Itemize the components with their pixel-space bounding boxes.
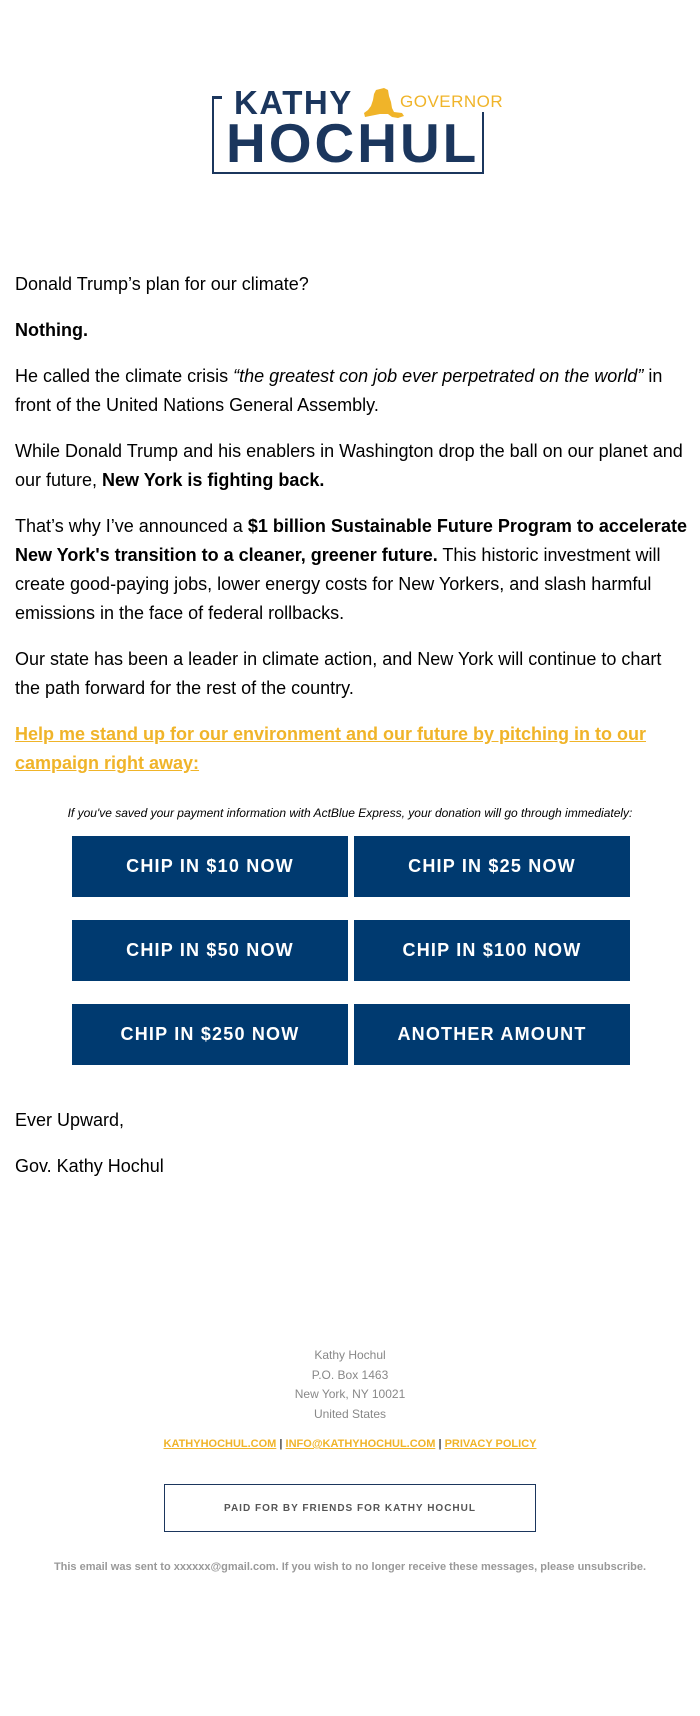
- paragraph-quote: He called the climate crisis “the greatest con job ever perpetrated on the world” in front of the United Nations General Assembly.: [15, 366, 663, 415]
- address-line: P.O. Box 1463: [311, 1367, 389, 1382]
- address-line: Kathy Hochul: [314, 1348, 386, 1362]
- privacy-policy-link[interactable]: PRIVACY POLICY: [444, 1438, 537, 1450]
- footer-links: [0, 1438, 700, 1450]
- signoff: [15, 1106, 164, 1198]
- donate-cta-link[interactable]: Help me stand up for our environment and our future by pitching in to our campaign right away:: [15, 724, 647, 773]
- signature-name: Gov. Kathy Hochul: [15, 1156, 164, 1176]
- email-body: [15, 270, 690, 795]
- chip-in-25-button[interactable]: CHIP IN $25 NOW: [354, 836, 630, 897]
- logo-frame-tick-left: [212, 96, 222, 99]
- trump-quote: “the greatest con job ever perpetrated on the world”: [233, 366, 644, 386]
- logo-last-name: HOCHUL: [226, 112, 480, 174]
- paragraph-leader: Our state has been a leader in climate action, and New York will continue to chart the path forward for the rest of the country.: [15, 649, 662, 698]
- paragraph-fighting-back: While Donald Trump and his enablers in Washington drop the ball on our planet and our future, New York is fighting back.: [15, 441, 683, 490]
- paid-for-disclaimer: PAID FOR BY FRIENDS FOR KATHY HOCHUL: [164, 1484, 536, 1532]
- chip-in-50-button[interactable]: CHIP IN $50 NOW: [72, 920, 348, 981]
- email-link[interactable]: INFO@KATHYHOCHUL.COM: [285, 1438, 436, 1450]
- campaign-logo: [212, 84, 504, 174]
- website-link[interactable]: KATHYHOCHUL.COM: [163, 1438, 277, 1450]
- mailing-address: [0, 1346, 700, 1424]
- paragraph-intro: Donald Trump’s plan for our climate?: [15, 274, 309, 294]
- closing-line: Ever Upward,: [15, 1110, 125, 1130]
- address-line: United States: [313, 1406, 387, 1421]
- chip-in-100-button[interactable]: CHIP IN $100 NOW: [354, 920, 630, 981]
- paragraph-nothing: Nothing.: [15, 320, 88, 340]
- another-amount-button[interactable]: ANOTHER AMOUNT: [354, 1004, 630, 1065]
- chip-in-10-button[interactable]: CHIP IN $10 NOW: [72, 836, 348, 897]
- address-line: New York, NY 10021: [294, 1387, 406, 1401]
- chip-in-250-button[interactable]: CHIP IN $250 NOW: [72, 1004, 348, 1065]
- paragraph-cta: [15, 720, 690, 778]
- unsubscribe-notice[interactable]: This email was sent to xxxxxx@gmail.com. If you wish to no longer receive these messages, please unsubscribe.: [53, 1561, 647, 1573]
- logo-first-name: KATHY: [230, 85, 357, 121]
- actblue-express-note: If you've saved your payment information with ActBlue Express, your donation will go through immediately:: [67, 806, 633, 820]
- link-separator: |: [438, 1438, 442, 1450]
- logo-title: GOVERNOR: [400, 92, 506, 112]
- link-separator: |: [279, 1438, 283, 1450]
- paragraph-program: That’s why I’ve announced a $1 billion Sustainable Future Program to accelerate New York's transition to a cleaner, greener future. This historic investment will create good-paying jobs, lower energy costs for New Yorkers, and slash harmful emissions in the face of federal rollbacks.: [15, 516, 687, 623]
